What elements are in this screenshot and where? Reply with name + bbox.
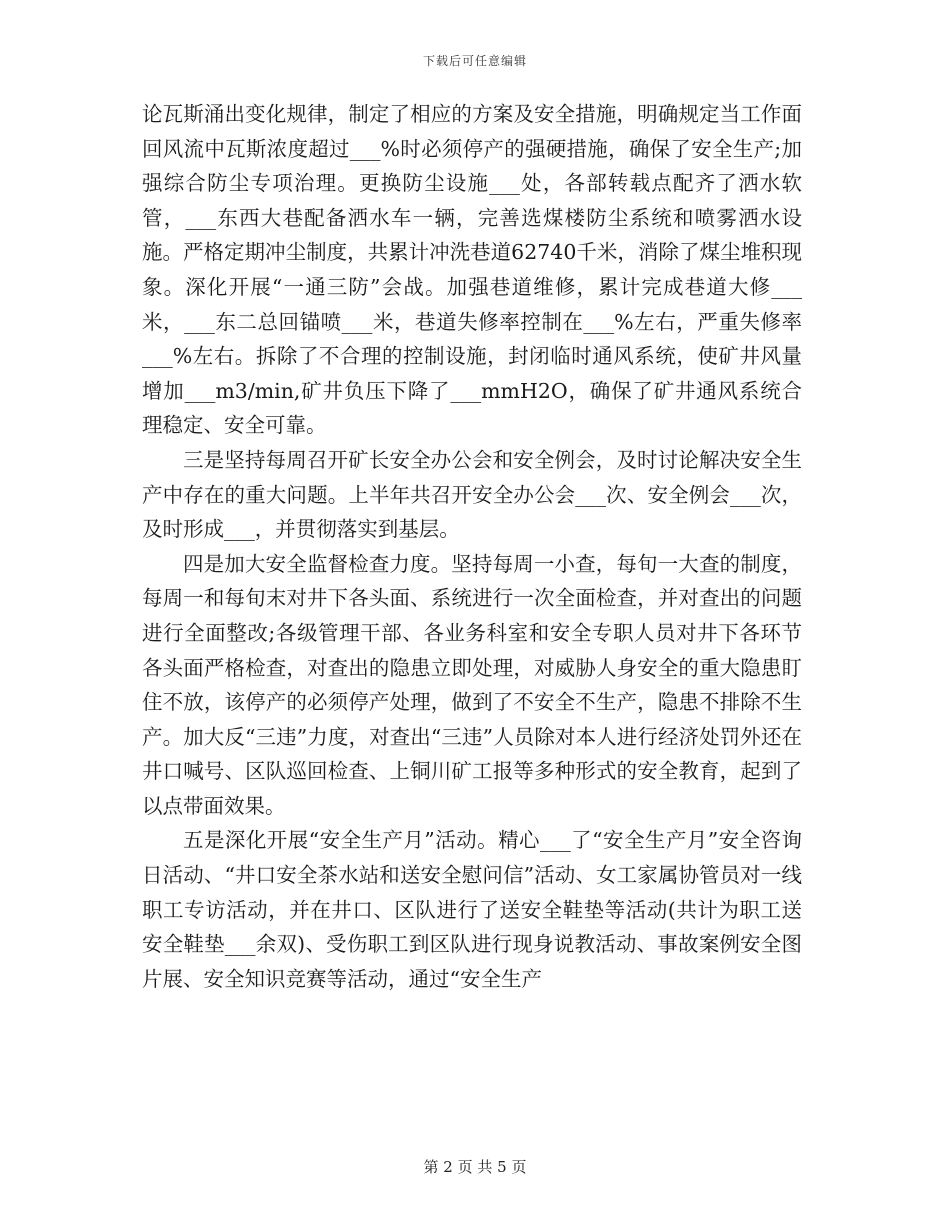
page-header: 下载后可任意编辑 — [422, 54, 527, 68]
paragraph-continued: 论瓦斯涌出变化规律，制定了相应的方案及安全措施，明确规定当工作面回风流中瓦斯浓度超过___%时必须停产的强硬措施，确保了安全生产;加强综合防尘专项治理。更换防尘设施___处，各部转载点配齐了洒水软管，___东西大巷配备洒水车一辆，完善选煤楼防尘系统和喷雾洒水设施。严格定期冲尘制度，共累计冲洗巷道62740千米，消除了煤尘堆积现象。深化开展“一通三防”会战。加强巷道维修，累计完成巷道大修___米，___东二总回锚喷___米，巷道失修率控制在___%左右，严重失修率___%左右。拆除了不合理的控制设施，封闭临时通风系统，使矿井风量增加___m3/min,矿井负压下降了___mmH2O，确保了矿井通风系统合理稳定、安全可靠。 — [142, 102, 802, 438]
paragraph-three: 三是坚持每周召开矿长安全办公会和安全例会，及时讨论解决安全生产中存在的重大问题。上半年共召开安全办公会___次、安全例会___次，及时形成___，并贯彻落实到基层。 — [142, 447, 802, 542]
document-body — [142, 97, 802, 996]
paragraph-four: 四是加大安全监督检查力度。坚持每周一小查，每旬一大查的制度，每周一和每旬末对井下各头面、系统进行一次全面检查，并对查出的问题进行全面整改;各级管理干部、各业务科室和安全专职人员对井下各环节各头面严格检查，对查出的隐患立即处理，对威胁人身安全的重大隐患盯住不放，该停产的必须停产处理，做到了不安全不生产，隐患不排除不生产。加大反“三违”力度，对查出“三违”人员除对本人进行经济处罚外还在井口喊号、区队巡回检查、上铜川矿工报等多种形式的安全教育，起到了以点带面效果。 — [142, 551, 802, 818]
paragraph-five: 五是深化开展“安全生产月”活动。精心___了“安全生产月”安全咨询日活动、“井口安全茶水站和送安全慰问信”活动、女工家属协管员对一线职工专访活动，并在井口、区队进行了送安全鞋垫等活动(共计为职工送安全鞋垫___余双)、受伤职工到区队进行现身说教活动、事故案例安全图片展、安全知识竞赛等活动，通过“安全生产 — [142, 828, 802, 991]
page-number: 第 2 页 共 5 页 — [423, 1158, 527, 1176]
